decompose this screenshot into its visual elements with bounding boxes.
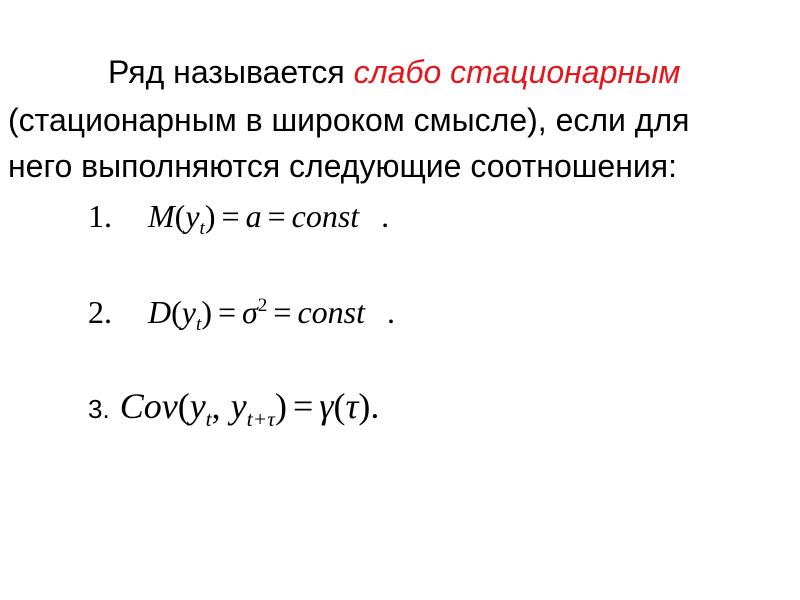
formula-close-paren: ) (204, 198, 216, 234)
formula-rhs-close-paren: ) (358, 386, 371, 426)
formula-function: D (148, 294, 172, 330)
formula-sigma: σ (242, 294, 258, 330)
formula-variance (88, 294, 395, 335)
formula-middle-term: a (245, 198, 262, 234)
formula-number: 3. (88, 394, 110, 424)
formula-comma: , (211, 386, 221, 426)
definition-line-3: него выполняются следующие соотношения: (8, 148, 677, 184)
formula-covariance (88, 386, 380, 431)
formula-tau: τ (345, 386, 359, 426)
formula-number: 1. (88, 198, 112, 234)
formula-variable: y (185, 198, 200, 234)
formula-open-paren: ( (177, 386, 190, 426)
formula-open-paren: ( (174, 198, 186, 234)
formula-period: . (381, 198, 390, 234)
formula-close-paren: ) (201, 294, 212, 330)
formula-subscript: t (195, 313, 202, 335)
formula-subscript: t (199, 217, 205, 239)
formula-subscript-1: t (205, 406, 212, 431)
definition-prefix: Ряд называется (108, 54, 354, 90)
formula-period: . (386, 294, 395, 330)
formula-equals: = (267, 198, 286, 234)
formula-superscript: 2 (257, 294, 268, 316)
formula-function: Cov (119, 386, 178, 426)
formula-mean (88, 198, 390, 239)
formula-number: 2. (88, 294, 112, 330)
formula-variable: y (181, 294, 196, 330)
formula-close-paren: ) (274, 386, 287, 426)
formula-variable-1: y (189, 386, 206, 426)
definition-line-1 (108, 52, 680, 92)
formula-open-paren: ( (171, 294, 182, 330)
formula-rhs-open-paren: ( (333, 386, 346, 426)
formula-equals: = (273, 294, 292, 330)
formula-equals: = (221, 198, 240, 234)
definition-line-2: (стационарным в широком смысле), если для (8, 102, 690, 138)
highlighted-term: слабо стационарным (353, 54, 681, 90)
formula-variable-2: y (230, 386, 247, 426)
formula-equals: = (217, 294, 237, 330)
formula-function: M (148, 198, 175, 234)
formula-period: . (370, 386, 380, 426)
formula-rhs: const (297, 294, 365, 330)
formula-equals: = (292, 386, 314, 426)
formula-gamma: γ (319, 386, 334, 426)
formula-rhs: const (291, 198, 360, 234)
formula-subscript-2: t+τ (246, 406, 275, 431)
